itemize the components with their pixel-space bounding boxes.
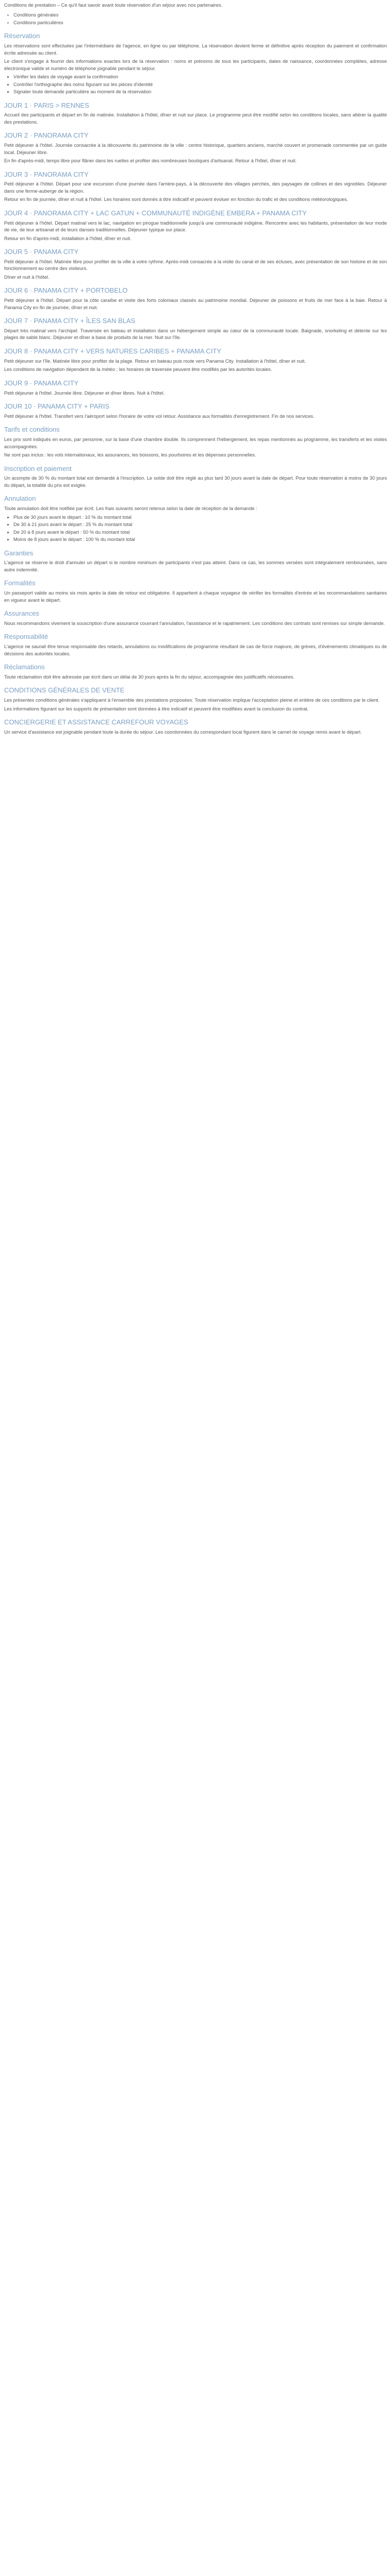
section-title: JOUR 3 · PANORAMA CITY bbox=[4, 170, 89, 178]
section-booking bbox=[4, 31, 387, 95]
intro-bullet-list bbox=[4, 12, 387, 26]
section-paragraph: Un acompte de 30 % du montant total est demandé à l'inscription. Le solde doit être réglé au plus tard 30 jours avant la date de départ. Pour toute réservation à moins de 30 jours du départ, la totalité du prix est exigée. bbox=[4, 476, 387, 488]
section-bullet-list bbox=[4, 514, 387, 544]
section-paragraph: Petit déjeuner à l'hôtel. Matinée libre pour profiter de la ville à votre rythme. Après-midi consacrée à la visite du canal et de ses écluses, avec présentation de son histoire et de son fonctionnement au centre des visiteurs. bbox=[4, 259, 387, 272]
section-jour-9 bbox=[4, 379, 387, 397]
section-title: Réclamations bbox=[4, 663, 45, 671]
section-title: JOUR 7 · PANAMA CITY + ÎLES SAN BLAS bbox=[4, 317, 136, 325]
section-paragraph: Les informations figurant sur les supports de présentation sont données à titre indicatif et peuvent être modifiées avant la conclusion du contrat. bbox=[4, 706, 309, 711]
section-bullet-list bbox=[4, 74, 387, 95]
section-paragraph: Un passeport valide au moins six mois après la date de retour est obligatoire. Il appartient à chaque voyageur de vérifier les formalités d'entrée et les recommandations sanitaires en vigueur avant le départ. bbox=[4, 590, 387, 603]
section-paragraph: Toute annulation doit être notifiée par écrit. Les frais suivants seront retenus selon la date de réception de la demande : bbox=[4, 506, 257, 512]
section-title: CONDITIONS GÉNÉRALES DE VENTE bbox=[4, 686, 125, 694]
section-paragraph: Petit déjeuner à l'hôtel. Journée libre. Déjeuner et dîner libres. Nuit à l'hôtel. bbox=[4, 390, 165, 396]
section-garantie bbox=[4, 549, 387, 574]
list-item: • Contrôler l'orthographe des noms figurant sur les pièces d'identité bbox=[13, 81, 387, 88]
section-conditions-part bbox=[4, 718, 387, 736]
section-paragraph: Départ très matinal vers l'archipel. Traversée en bateau et installation dans un hébergement simple au cœur de la communauté locale. Baignade, snorkeling et détente sur les plages de sable blanc. Déjeuner et dîner à base de produits de la mer. Nuit sur l'île. bbox=[4, 328, 387, 341]
section-title: JOUR 5 · PANAMA CITY bbox=[4, 248, 79, 256]
document-page bbox=[0, 0, 391, 759]
list-item: • De 30 à 21 jours avant le départ : 25 % du montant total bbox=[13, 521, 387, 528]
section-paragraph: Accueil des participants et départ en fin de matinée. Installation à l'hôtel, dîner et nuit sur place. Le programme peut être modifié selon les conditions locales, sans altérer la qualité des prestations. bbox=[4, 112, 387, 125]
section-paragraph: En fin d'après-midi, temps libre pour flâner dans les ruelles et profiter des nombreuses boutiques d'artisanat. Retour à l'hôtel, dîner et nuit. bbox=[4, 158, 297, 164]
section-paragraph: Petit déjeuner à l'hôtel. Départ matinal vers le lac, navigation en pirogue traditionnelle jusqu'à une communauté indigène. Rencontre avec les habitants, présentation de leur mode de vie, de leur artisanat et de leurs danses traditionnelles. Déjeuner typique sur place. bbox=[4, 220, 387, 233]
section-forfait bbox=[4, 425, 387, 459]
section-conditions-gen bbox=[4, 686, 387, 713]
section-paragraph: Les prix sont indiqués en euros, par personne, sur la base d'une chambre double. Ils comprennent l'hébergement, les repas mentionnés au programme, les transferts et les visites accompagnées. bbox=[4, 437, 387, 449]
section-inscription bbox=[4, 464, 387, 489]
section-title: JOUR 2 · PANORAMA CITY bbox=[4, 131, 89, 140]
section-jour-1 bbox=[4, 101, 387, 126]
section-formalites bbox=[4, 579, 387, 604]
section-paragraph: Les réservations sont effectuées par l'intermédiaire de l'agence, en ligne ou par téléphone. La réservation devient ferme et définitive après réception du paiement et confirmation écrite adressée au client. bbox=[4, 43, 387, 56]
list-item: • Moins de 8 jours avant le départ : 100 % du montant total bbox=[13, 536, 387, 543]
section-title: Formalités bbox=[4, 579, 36, 587]
list-item: • Plus de 30 jours avant le départ : 10 % du montant total bbox=[13, 514, 387, 521]
section-paragraph: Le client s'engage à fournir des informations exactes lors de la réservation : noms et prénoms de tous les participants, dates de naissance, coordonnées complètes, adresse électronique valide et numéro de téléphone joignable pendant le séjour. bbox=[4, 59, 387, 71]
section-title: CONCIERGERIE ET ASSISTANCE CARREFOUR VOYAGES bbox=[4, 718, 188, 726]
section-jour-5 bbox=[4, 247, 387, 281]
section-jour-7 bbox=[4, 316, 387, 342]
intro-bullet[interactable]: • Conditions générales bbox=[13, 12, 387, 19]
section-title: Tarifs et conditions bbox=[4, 426, 60, 434]
section-title: JOUR 8 · PANAMA CITY + VERS NATURES CARIBES + PANAMA CITY bbox=[4, 347, 221, 355]
section-paragraph: Dîner et nuit à l'hôtel. bbox=[4, 274, 50, 280]
section-title: JOUR 4 · PANORAMA CITY + LAC GATUN + COMMUNAUTÉ INDIGÈNE EMBERA + PANAMA CITY bbox=[4, 209, 307, 217]
section-jour-3 bbox=[4, 170, 387, 204]
section-title: JOUR 10 · PANAMA CITY + PARIS bbox=[4, 402, 110, 410]
section-paragraph: Nous recommandons vivement la souscription d'une assurance couvrant l'annulation, l'assistance et le rapatriement. Les conditions des contrats sont remises sur simple demande. bbox=[4, 620, 385, 626]
section-title: JOUR 6 · PANAMA CITY + PORTOBELO bbox=[4, 286, 128, 295]
section-annulation bbox=[4, 494, 387, 543]
section-paragraph: Petit déjeuner à l'hôtel. Départ pour la côte caraïbe et visite des forts coloniaux classés au patrimoine mondial. Déjeuner de poissons et fruits de mer face à la baie. Retour à Panama City en fin de journée, dîner et nuit. bbox=[4, 298, 387, 310]
section-jour-4 bbox=[4, 209, 387, 242]
list-item: • Vérifier les dates de voyage avant la confirmation bbox=[13, 74, 387, 80]
section-paragraph: Petit déjeuner à l'hôtel. Transfert vers l'aéroport selon l'horaire de votre vol retour. Assistance aux formalités d'enregistrement. Fin de nos services. bbox=[4, 413, 315, 419]
section-paragraph: Retour en fin d'après-midi, installation à l'hôtel, dîner et nuit. bbox=[4, 235, 132, 241]
section-paragraph: Les présentes conditions générales s'appliquent à l'ensemble des prestations proposées. Toute réservation implique l'acceptation pleine et entière de ces conditions par le client. bbox=[4, 698, 380, 703]
section-paragraph: Les conditions de navigation dépendent de la météo ; les horaires de traversée peuvent être modifiés par les autorités locales. bbox=[4, 367, 272, 372]
list-item: • Signaler toute demande particulière au moment de la réservation bbox=[13, 89, 387, 95]
section-assurances bbox=[4, 609, 387, 627]
section-paragraph: L'agence ne saurait être tenue responsable des retards, annulations ou modifications de programme résultant de cas de force majeure, de grèves, d'événements climatiques ou de décisions des autorités locales. bbox=[4, 644, 387, 656]
section-paragraph: Petit déjeuner à l'hôtel. Journée consacrée à la découverte du patrimoine de la ville : centre historique, quartiers anciens, marché couvert et promenade commentée par un guide local. Déjeuner libre. bbox=[4, 143, 387, 155]
section-title: Garanties bbox=[4, 549, 34, 557]
section-title: Réservation bbox=[4, 32, 40, 40]
section-paragraph: Toute réclamation doit être adressée par écrit dans un délai de 30 jours après la fin du séjour, accompagnée des justificatifs nécessaires. bbox=[4, 674, 295, 680]
section-jour-8 bbox=[4, 347, 387, 374]
section-title: Annulation bbox=[4, 495, 36, 503]
section-paragraph: Petit déjeuner sur l'île. Matinée libre pour profiter de la plage. Retour en bateau puis route vers Panama City. Installation à l'hôtel, dîner et nuit. bbox=[4, 358, 306, 364]
section-title: Inscription et paiement bbox=[4, 464, 72, 472]
section-paragraph: Retour en fin de journée, dîner et nuit à l'hôtel. Les horaires sont donnés à titre indicatif et peuvent évoluer en fonction du trafic et des conditions météorologiques. bbox=[4, 197, 348, 202]
section-responsabilite bbox=[4, 632, 387, 657]
list-item: • De 20 à 8 jours avant le départ : 50 % du montant total bbox=[13, 529, 387, 536]
section-paragraph: Un service d'assistance est joignable pendant toute la durée du séjour. Les coordonnées du correspondant local figurent dans le carnet de voyage remis avant le départ. bbox=[4, 730, 362, 735]
sections-container bbox=[4, 31, 387, 736]
section-title: JOUR 9 · PANAMA CITY bbox=[4, 379, 79, 387]
section-paragraph: Petit déjeuner à l'hôtel. Départ pour une excursion d'une journée dans l'arrière-pays, à la découverte des villages perchés, des paysages de collines et des vignobles. Déjeuner dans une ferme-auberge de la région. bbox=[4, 181, 387, 194]
section-paragraph: L'agence se réserve le droit d'annuler un départ si le nombre minimum de participants n'est pas atteint. Dans ce cas, les sommes versées sont intégralement remboursées, sans autre indemnité. bbox=[4, 560, 387, 572]
section-paragraph: Ne sont pas inclus : les vols internationaux, les assurances, les boissons, les pourboires et les dépenses personnelles. bbox=[4, 452, 256, 458]
section-jour-2 bbox=[4, 131, 387, 164]
section-title: Responsabilité bbox=[4, 633, 48, 641]
intro-bullet[interactable]: • Conditions particulières bbox=[13, 20, 387, 26]
section-jour-6 bbox=[4, 286, 387, 311]
intro-text: Conditions de prestation – Ce qu'il faut savoir avant toute réservation d'un séjour avec nos partenaires. bbox=[4, 3, 223, 8]
section-title: Assurances bbox=[4, 609, 39, 618]
section-title: JOUR 1 · PARIS > RENNES bbox=[4, 101, 89, 109]
section-reclamations bbox=[4, 663, 387, 681]
section-jour-10 bbox=[4, 402, 387, 420]
